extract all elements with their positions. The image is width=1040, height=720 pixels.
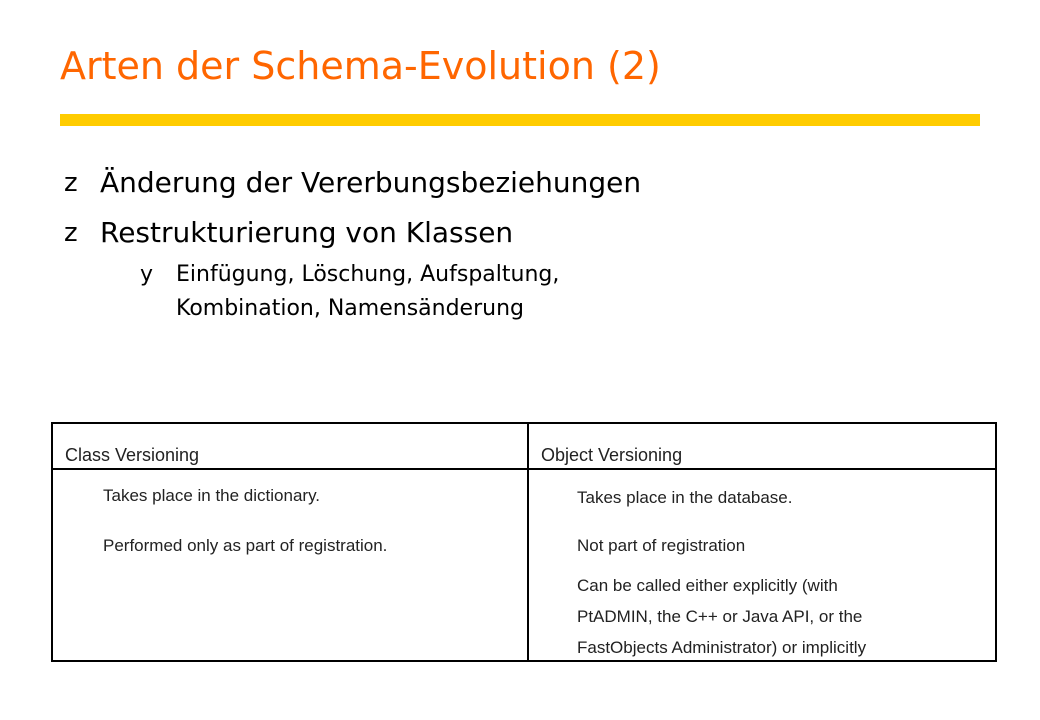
bullet-item (60, 208, 960, 258)
table-cell: Not part of registration (577, 536, 746, 555)
bullet-list (60, 158, 960, 326)
bullet-text: Restrukturierung von Klassen (100, 216, 514, 249)
bullet-text: Änderung der Vererbungsbeziehungen (100, 166, 642, 199)
table-header-class-versioning: Class Versioning (65, 445, 200, 465)
table-header-object-versioning: Object Versioning (541, 445, 683, 465)
versioning-table (51, 422, 997, 662)
table-cell: Takes place in the database. (577, 488, 793, 507)
bullet-item (60, 158, 960, 208)
table-column-object-versioning (529, 424, 995, 660)
sub-bullet-marker-icon: y (140, 262, 154, 287)
table-cell: FastObjects Administrator) or implicitly (577, 638, 867, 657)
title-underline-rule (60, 114, 980, 126)
bullet-marker-icon: z (64, 168, 78, 198)
slide-title: Arten der Schema-Evolution (2) (60, 44, 661, 88)
bullet-marker-icon: z (64, 218, 78, 248)
table-cell: PtADMIN, the C++ or Java API, or the (577, 607, 863, 626)
table-cell: Performed only as part of registration. (103, 536, 388, 555)
table-cell: Takes place in the dictionary. (103, 486, 321, 505)
sub-bullet-text-line: Einfügung, Löschung, Aufspaltung, (176, 262, 560, 287)
sub-bullet-text-line: Kombination, Namensänderung (176, 296, 524, 321)
sub-bullet-item (140, 258, 960, 326)
table-column-class-versioning (53, 424, 527, 660)
table-cell: Can be called either explicitly (with (577, 576, 838, 595)
